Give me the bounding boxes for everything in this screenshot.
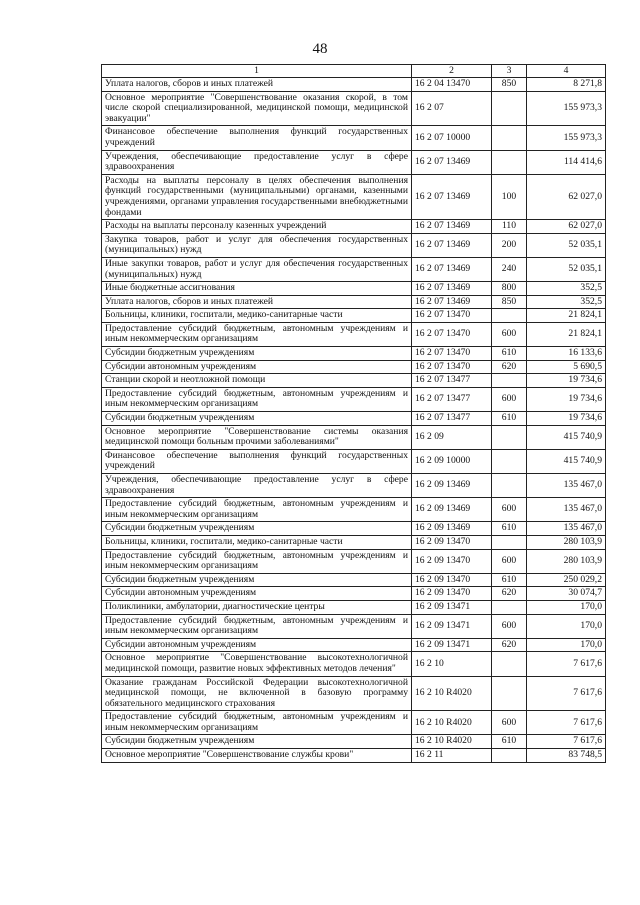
row-vr-cell <box>492 474 527 498</box>
row-code-cell: 16 2 09 13469 <box>412 522 492 536</box>
row-amount-cell: 155 973,3 <box>527 91 606 126</box>
row-vr-cell: 620 <box>492 360 527 374</box>
row-vr-cell <box>492 535 527 549</box>
row-name-cell: Оказание гражданам Российской Федерации высокотехнологичной медицинской помощи, не включенной в базовую программу обязательного медицинского страхования <box>102 676 412 711</box>
row-amount-cell: 280 103,9 <box>527 535 606 549</box>
row-code-cell: 16 2 10 <box>412 652 492 676</box>
row-amount-cell: 170,0 <box>527 638 606 652</box>
row-vr-cell <box>492 126 527 150</box>
table-row <box>102 600 606 614</box>
row-name-cell: Основное мероприятие "Совершенствование оказания скорой, в том числе скорой специализированной, медицинской помощи, медицинской эвакуации" <box>102 91 412 126</box>
table-row <box>102 749 606 763</box>
row-amount-cell: 352,5 <box>527 295 606 309</box>
row-vr-cell: 610 <box>492 735 527 749</box>
column-header: 1 <box>102 65 412 78</box>
row-name-cell: Станции скорой и неотложной помощи <box>102 374 412 388</box>
row-vr-cell: 600 <box>492 498 527 522</box>
row-vr-cell <box>492 425 527 449</box>
row-name-cell: Предоставление субсидий бюджетным, автономным учреждениям и иным некоммерческим организациям <box>102 614 412 638</box>
row-vr-cell: 600 <box>492 387 527 411</box>
table-row <box>102 638 606 652</box>
row-vr-cell: 610 <box>492 573 527 587</box>
row-code-cell: 16 2 07 13469 <box>412 282 492 296</box>
row-code-cell: 16 2 07 13469 <box>412 233 492 257</box>
table-row <box>102 449 606 473</box>
row-vr-cell: 100 <box>492 174 527 219</box>
row-code-cell: 16 2 07 <box>412 91 492 126</box>
table-row <box>102 322 606 346</box>
row-vr-cell: 600 <box>492 614 527 638</box>
row-code-cell: 16 2 07 13477 <box>412 412 492 426</box>
row-name-cell: Субсидии бюджетным учреждениям <box>102 347 412 361</box>
table-row <box>102 360 606 374</box>
row-name-cell: Уплата налогов, сборов и иных платежей <box>102 295 412 309</box>
row-amount-cell: 7 617,6 <box>527 711 606 735</box>
row-code-cell: 16 2 10 R4020 <box>412 676 492 711</box>
row-vr-cell: 850 <box>492 295 527 309</box>
row-name-cell: Больницы, клиники, госпитали, медико-санитарные части <box>102 535 412 549</box>
row-code-cell: 16 2 09 13471 <box>412 638 492 652</box>
row-amount-cell: 5 690,5 <box>527 360 606 374</box>
table-row <box>102 374 606 388</box>
row-name-cell: Субсидии бюджетным учреждениям <box>102 522 412 536</box>
row-name-cell: Предоставление субсидий бюджетным, автономным учреждениям и иным некоммерческим организациям <box>102 498 412 522</box>
row-amount-cell: 7 617,6 <box>527 735 606 749</box>
row-vr-cell: 610 <box>492 522 527 536</box>
row-code-cell: 16 2 10 R4020 <box>412 735 492 749</box>
row-name-cell: Больницы, клиники, госпитали, медико-санитарные части <box>102 309 412 323</box>
row-name-cell: Финансовое обеспечение выполнения функций государственных учреждений <box>102 449 412 473</box>
row-amount-cell: 52 035,1 <box>527 233 606 257</box>
row-name-cell: Финансовое обеспечение выполнения функций государственных учреждений <box>102 126 412 150</box>
row-amount-cell: 62 027,0 <box>527 220 606 234</box>
row-amount-cell: 21 824,1 <box>527 309 606 323</box>
row-amount-cell: 352,5 <box>527 282 606 296</box>
table-row <box>102 150 606 174</box>
table-row <box>102 735 606 749</box>
row-code-cell: 16 2 09 13470 <box>412 587 492 601</box>
row-code-cell: 16 2 07 10000 <box>412 126 492 150</box>
table-row <box>102 676 606 711</box>
row-amount-cell: 16 133,6 <box>527 347 606 361</box>
row-code-cell: 16 2 07 13469 <box>412 220 492 234</box>
table-row <box>102 549 606 573</box>
table-row <box>102 412 606 426</box>
row-vr-cell: 610 <box>492 347 527 361</box>
row-name-cell: Субсидии автономным учреждениям <box>102 587 412 601</box>
row-amount-cell: 83 748,5 <box>527 749 606 763</box>
column-header: 3 <box>492 65 527 78</box>
row-amount-cell: 155 973,3 <box>527 126 606 150</box>
row-vr-cell <box>492 309 527 323</box>
row-vr-cell <box>492 676 527 711</box>
row-amount-cell: 250 029,2 <box>527 573 606 587</box>
row-code-cell: 16 2 07 13469 <box>412 174 492 219</box>
row-vr-cell <box>492 652 527 676</box>
row-vr-cell <box>492 600 527 614</box>
table-row <box>102 387 606 411</box>
row-code-cell: 16 2 07 13477 <box>412 387 492 411</box>
row-amount-cell: 170,0 <box>527 600 606 614</box>
row-name-cell: Иные бюджетные ассигнования <box>102 282 412 296</box>
row-amount-cell: 62 027,0 <box>527 174 606 219</box>
row-name-cell: Расходы на выплаты персоналу в целях обеспечения выполнения функций государственными (муниципальными) органами, казенными учреждениями, органами управления государственными внебюджетными фондами <box>102 174 412 219</box>
row-name-cell: Основное мероприятие "Совершенствование системы оказания медицинской помощи больным прочими заболеваниями" <box>102 425 412 449</box>
row-code-cell: 16 2 09 13470 <box>412 549 492 573</box>
row-code-cell: 16 2 11 <box>412 749 492 763</box>
row-name-cell: Предоставление субсидий бюджетным, автономным учреждениям и иным некоммерческим организациям <box>102 387 412 411</box>
row-vr-cell: 620 <box>492 587 527 601</box>
page-number: 48 <box>312 41 328 57</box>
row-code-cell: 16 2 09 13471 <box>412 614 492 638</box>
column-header: 2 <box>412 65 492 78</box>
row-vr-cell: 610 <box>492 412 527 426</box>
row-vr-cell: 800 <box>492 282 527 296</box>
row-name-cell: Субсидии бюджетным учреждениям <box>102 735 412 749</box>
table-row <box>102 498 606 522</box>
table-row <box>102 614 606 638</box>
table-row <box>102 711 606 735</box>
row-name-cell: Поликлиники, амбулатории, диагностические центры <box>102 600 412 614</box>
row-name-cell: Учреждения, обеспечивающие предоставление услуг в сфере здравоохранения <box>102 150 412 174</box>
table-row <box>102 91 606 126</box>
row-amount-cell: 114 414,6 <box>527 150 606 174</box>
row-name-cell: Субсидии автономным учреждениям <box>102 360 412 374</box>
row-name-cell: Предоставление субсидий бюджетным, автономным учреждениям и иным некоммерческим организациям <box>102 711 412 735</box>
row-name-cell: Субсидии бюджетным учреждениям <box>102 573 412 587</box>
row-vr-cell: 600 <box>492 322 527 346</box>
row-amount-cell: 7 617,6 <box>527 676 606 711</box>
row-name-cell: Учреждения, обеспечивающие предоставление услуг в сфере здравоохранения <box>102 474 412 498</box>
row-code-cell: 16 2 10 R4020 <box>412 711 492 735</box>
table-row <box>102 126 606 150</box>
table-row <box>102 535 606 549</box>
row-vr-cell: 110 <box>492 220 527 234</box>
row-code-cell: 16 2 09 13470 <box>412 573 492 587</box>
row-amount-cell: 19 734,6 <box>527 387 606 411</box>
row-vr-cell <box>492 749 527 763</box>
table-row <box>102 295 606 309</box>
row-amount-cell: 19 734,6 <box>527 374 606 388</box>
row-code-cell: 16 2 09 13471 <box>412 600 492 614</box>
row-amount-cell: 170,0 <box>527 614 606 638</box>
row-vr-cell <box>492 449 527 473</box>
row-name-cell: Субсидии бюджетным учреждениям <box>102 412 412 426</box>
row-code-cell: 16 2 07 13469 <box>412 150 492 174</box>
row-vr-cell <box>492 91 527 126</box>
row-name-cell: Закупка товаров, работ и услуг для обеспечения государственных (муниципальных) нужд <box>102 233 412 257</box>
table-row <box>102 220 606 234</box>
row-amount-cell: 135 467,0 <box>527 474 606 498</box>
row-vr-cell: 200 <box>492 233 527 257</box>
table-row <box>102 257 606 281</box>
row-code-cell: 16 2 09 13470 <box>412 535 492 549</box>
row-vr-cell: 600 <box>492 549 527 573</box>
row-vr-cell: 600 <box>492 711 527 735</box>
table-row <box>102 474 606 498</box>
row-code-cell: 16 2 09 10000 <box>412 449 492 473</box>
row-vr-cell: 240 <box>492 257 527 281</box>
table-row <box>102 652 606 676</box>
row-code-cell: 16 2 07 13469 <box>412 257 492 281</box>
row-amount-cell: 415 740,9 <box>527 425 606 449</box>
row-code-cell: 16 2 09 13469 <box>412 474 492 498</box>
row-vr-cell <box>492 374 527 388</box>
row-vr-cell <box>492 150 527 174</box>
row-name-cell: Расходы на выплаты персоналу казенных учреждений <box>102 220 412 234</box>
row-amount-cell: 19 734,6 <box>527 412 606 426</box>
table-row <box>102 587 606 601</box>
row-code-cell: 16 2 07 13470 <box>412 309 492 323</box>
row-code-cell: 16 2 09 <box>412 425 492 449</box>
row-amount-cell: 21 824,1 <box>527 322 606 346</box>
column-header: 4 <box>527 65 606 78</box>
row-name-cell: Предоставление субсидий бюджетным, автономным учреждениям и иным некоммерческим организациям <box>102 549 412 573</box>
table-row <box>102 347 606 361</box>
row-code-cell: 16 2 07 13469 <box>412 295 492 309</box>
row-vr-cell: 620 <box>492 638 527 652</box>
row-code-cell: 16 2 07 13470 <box>412 360 492 374</box>
row-name-cell: Субсидии автономным учреждениям <box>102 638 412 652</box>
row-name-cell: Основное мероприятие "Совершенствование службы крови" <box>102 749 412 763</box>
row-name-cell: Предоставление субсидий бюджетным, автономным учреждениям и иным некоммерческим организациям <box>102 322 412 346</box>
table-row <box>102 174 606 219</box>
row-amount-cell: 415 740,9 <box>527 449 606 473</box>
row-code-cell: 16 2 07 13470 <box>412 347 492 361</box>
table-row <box>102 78 606 92</box>
row-name-cell: Основное мероприятие "Совершенствование высокотехнологичной медицинской помощи, развитие новых эффективных методов лечения" <box>102 652 412 676</box>
row-amount-cell: 30 074,7 <box>527 587 606 601</box>
budget-table <box>101 64 606 763</box>
table-row <box>102 282 606 296</box>
row-amount-cell: 280 103,9 <box>527 549 606 573</box>
row-code-cell: 16 2 09 13469 <box>412 498 492 522</box>
row-amount-cell: 52 035,1 <box>527 257 606 281</box>
table-row <box>102 233 606 257</box>
row-amount-cell: 135 467,0 <box>527 498 606 522</box>
table-row <box>102 522 606 536</box>
row-code-cell: 16 2 07 13477 <box>412 374 492 388</box>
row-code-cell: 16 2 04 13470 <box>412 78 492 92</box>
row-amount-cell: 7 617,6 <box>527 652 606 676</box>
row-name-cell: Иные закупки товаров, работ и услуг для обеспечения государственных (муниципальных) нужд <box>102 257 412 281</box>
table-row <box>102 425 606 449</box>
row-name-cell: Уплата налогов, сборов и иных платежей <box>102 78 412 92</box>
row-code-cell: 16 2 07 13470 <box>412 322 492 346</box>
header-row <box>102 65 606 78</box>
row-vr-cell: 850 <box>492 78 527 92</box>
row-amount-cell: 135 467,0 <box>527 522 606 536</box>
row-amount-cell: 8 271,8 <box>527 78 606 92</box>
table-row <box>102 309 606 323</box>
table-row <box>102 573 606 587</box>
